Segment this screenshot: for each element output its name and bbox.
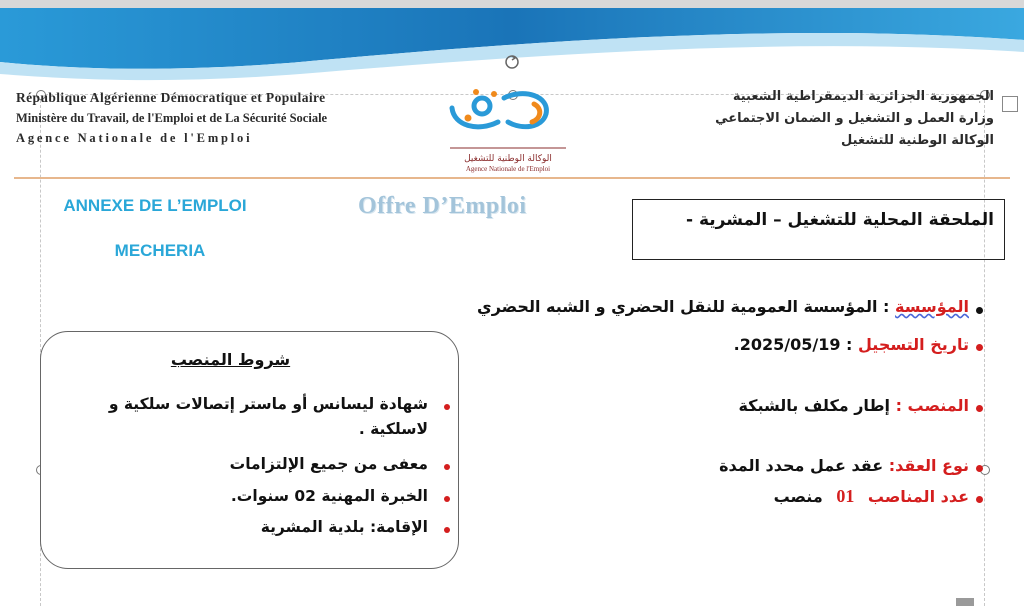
agency-box-text: الملحقة المحلية للتشغيل – المشرية - — [686, 210, 994, 230]
offre-emploi-title: Offre D’Emploi — [358, 193, 527, 219]
count-unit: منصب — [773, 487, 823, 506]
rotate-handle-icon[interactable] — [504, 54, 520, 70]
bullet-icon — [444, 404, 450, 410]
company-value: : المؤسسة العمومية للنقل الحضري و الشبه الحضري — [477, 297, 890, 316]
header-arabic-line-3: الوكالة الوطنية للتشغيل — [841, 133, 994, 148]
bullet-icon — [976, 344, 983, 351]
header-arabic — [715, 86, 994, 152]
count-line — [774, 486, 969, 507]
contract-label: نوع العقد: — [888, 456, 969, 475]
scrollbar-thumb[interactable] — [956, 598, 974, 606]
date-line — [734, 335, 969, 354]
post-value: إطار مكلف بالشبكة — [738, 396, 890, 415]
mecheria-title: MECHERIA — [114, 241, 206, 260]
date-label: تاريخ التسجيل — [858, 335, 969, 354]
post-label: المنصب : — [895, 396, 969, 415]
bullet-icon — [444, 527, 450, 533]
header-wave-banner — [0, 0, 1024, 90]
contract-line — [719, 456, 969, 475]
condition-item-3: الخبرة المهنية 02 سنوات. — [230, 487, 428, 505]
company-label: المؤسسة — [895, 297, 969, 316]
bullet-icon — [976, 307, 983, 314]
company-line — [477, 297, 969, 316]
conditions-title: شروط المنصب — [170, 350, 291, 369]
count-number: 01 — [836, 486, 855, 506]
agency-box — [632, 199, 1005, 260]
condition-item-4: الإقامة: بلدية المشرية — [260, 518, 428, 536]
logo-caption-ar: الوكالة الوطنية للتشغيل — [464, 154, 552, 164]
selection-right-guide — [984, 90, 985, 606]
annexe-title: ANNEXE DE L’EMPLOI — [63, 196, 247, 215]
condition-item-1: شهادة ليسانس أو ماستر إتصالات سلكية و لاسلكية . — [108, 395, 428, 438]
bullet-icon — [976, 496, 983, 503]
bullet-icon — [976, 465, 983, 472]
bullet-icon — [444, 464, 450, 470]
bullet-icon — [444, 496, 450, 502]
logo-caption-fr: Agence Nationale de l'Emploi — [465, 165, 551, 173]
header-arabic-line-2: وزارة العمل و التشغيل و الضمان الاجتماعي — [715, 111, 994, 126]
condition-item-2: معفى من جميع الإلتزامات — [229, 455, 428, 473]
header-french-line-3: Agence Nationale de l'Emploi — [16, 131, 253, 145]
date-value: : 2025/05/19. — [733, 335, 853, 354]
header-arabic-line-1: الجمهورية الجزائرية الديمقراطية الشعبية — [732, 89, 994, 104]
header-french-line-1: République Algérienne Démocratique et Populaire — [16, 90, 326, 105]
count-label: عدد المناصب — [867, 487, 969, 506]
header-separator — [14, 177, 1010, 179]
header-french — [16, 88, 327, 148]
post-line — [738, 396, 969, 415]
bullet-icon — [976, 405, 983, 412]
layout-options-icon[interactable] — [1002, 96, 1018, 112]
contract-value: عقد عمل محدد المدة — [719, 456, 884, 475]
header-french-line-2: Ministère du Travail, de l'Emploi et de La Sécurité Sociale — [16, 111, 328, 125]
